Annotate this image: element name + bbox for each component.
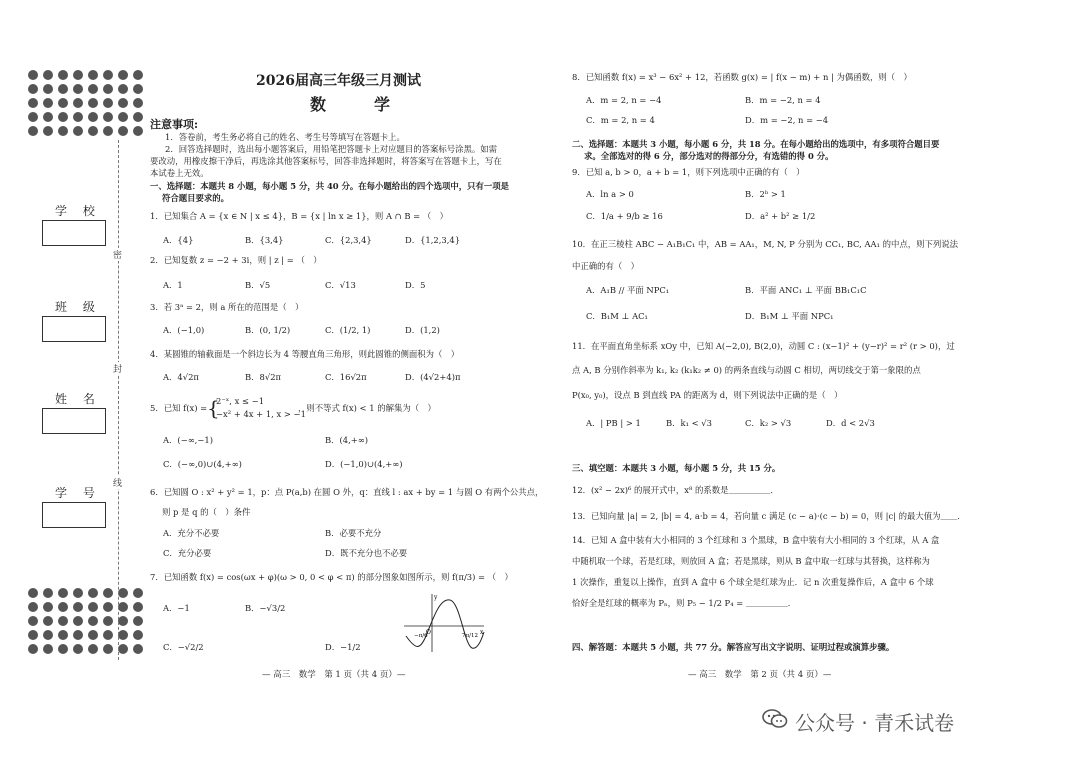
- watermark-text: 公众号 · 青禾试卷: [795, 711, 955, 735]
- q6-option-c[interactable]: C．充分必要: [163, 548, 212, 558]
- section-2-heading: 二、选择题：本题共 3 小题，每小题 6 分，共 18 分。在每小题给出的选项中，有多项符合题目要: [572, 139, 940, 149]
- question-11-stem-cont: P(x₀, y₀)，设点 B 到直线 PA 的距离为 d，则下列说法中正确的是（ ）: [572, 390, 843, 400]
- seal-char-feng: 封: [113, 362, 122, 375]
- margin-dot: [103, 602, 113, 612]
- margin-dot: [73, 630, 83, 640]
- name-field[interactable]: [42, 408, 106, 434]
- margin-dot: [58, 84, 68, 94]
- name-label: 姓 名: [55, 392, 101, 406]
- q11-option-a[interactable]: A．| PB | > 1: [586, 418, 641, 428]
- margin-dot: [88, 644, 98, 654]
- margin-dot: [58, 616, 68, 626]
- question-11-stem-cont: 点 A, B 分别作斜率为 k₁, k₂ (k₁k₂ ≠ 0) 的两条直线与动圆 C 相切，两切线交于第一象限的点: [572, 365, 921, 375]
- class-field[interactable]: [42, 316, 106, 342]
- graph-x-label: x: [480, 629, 484, 636]
- section-2-heading-cont: 求。全部选对的得 6 分，部分选对的得部分分，有选错的得 0 分。: [584, 151, 834, 161]
- q3-option-d[interactable]: D．(1,2): [405, 325, 440, 335]
- margin-dot: [28, 630, 38, 640]
- q2-option-a[interactable]: A．1: [163, 280, 183, 290]
- q9-option-b[interactable]: B．2ᵇ > 1: [745, 189, 786, 199]
- margin-dot: [43, 112, 53, 122]
- section-1-heading-cont: 符合题目要求的。: [162, 193, 229, 203]
- q2-option-b[interactable]: B．√5: [245, 280, 271, 290]
- margin-dot: [88, 602, 98, 612]
- margin-dot: [118, 70, 128, 80]
- margin-dot: [103, 126, 113, 136]
- q9-option-c[interactable]: C．1/a + 9/b ≥ 16: [586, 211, 663, 221]
- q1-option-a[interactable]: A．{4}: [163, 235, 194, 245]
- notice-line: 本试卷上无效。: [150, 168, 209, 178]
- margin-dot: [118, 602, 128, 612]
- margin-dot: [118, 112, 128, 122]
- margin-dot: [133, 112, 143, 122]
- graph-origin-label: O: [426, 629, 431, 636]
- q2-option-c[interactable]: C．√13: [325, 280, 356, 290]
- q3-option-a[interactable]: A．(−1,0): [163, 325, 205, 335]
- margin-dot: [118, 126, 128, 136]
- q9-option-d[interactable]: D．a² + b² ≥ 1/2: [745, 211, 816, 221]
- question-10-stem-cont: 中正确的有（ ）: [572, 261, 639, 271]
- margin-dot: [103, 98, 113, 108]
- q10-option-a[interactable]: A．A₁B // 平面 NPC₁: [586, 285, 670, 295]
- margin-dot: [73, 70, 83, 80]
- bottom-dot-pattern: [28, 588, 143, 654]
- question-1-stem: 1．已知集合 A = {x ∈ N | x ≤ 4}，B = {x | ln x ≥ 1}，则 A ∩ B = （ ）: [150, 211, 448, 221]
- margin-dot: [103, 84, 113, 94]
- margin-dot: [28, 98, 38, 108]
- graph-y-label: y: [434, 594, 438, 601]
- margin-dot: [133, 126, 143, 136]
- q7-option-c[interactable]: C．−√2/2: [163, 642, 204, 652]
- question-4-stem: 4．某圆锥的轴截面是一个斜边长为 4 等腰直角三角形，则此圆锥的侧面积为（ ）: [150, 349, 460, 359]
- q4-option-d[interactable]: D．(4√2+4)π: [405, 372, 461, 382]
- margin-dot: [28, 602, 38, 612]
- margin-dot: [43, 98, 53, 108]
- question-10-stem: 10．在正三棱柱 ABC − A₁B₁C₁ 中，AB = AA₁，M, N, P 分别为 CC₁, BC, AA₁ 的中点，则下列说法: [572, 239, 958, 249]
- seal-char-xian: 线: [113, 476, 122, 489]
- page-1-footer: — 高三 数学 第 1 页（共 4 页）—: [262, 670, 406, 680]
- q6-option-d[interactable]: D．既不充分也不必要: [325, 548, 408, 558]
- margin-dot: [58, 70, 68, 80]
- question-13: 13．已知向量 |a| = 2, |b| = 4, a·b = 4，若向量 c 满足 (c − a)·(c − b) = 0，则 |c| 的最大值为＿＿．: [572, 511, 966, 521]
- margin-dot: [58, 630, 68, 640]
- margin-dot: [58, 112, 68, 122]
- margin-dot: [43, 616, 53, 626]
- margin-dot: [43, 70, 53, 80]
- q5-option-c[interactable]: C．(−∞,0)∪(4,+∞): [163, 459, 242, 469]
- margin-dot: [43, 126, 53, 136]
- margin-dot: [28, 644, 38, 654]
- question-9-stem: 9．已知 a, b > 0，a + b = 1，则下列选项中正确的有（ ）: [572, 167, 805, 177]
- margin-dot: [58, 126, 68, 136]
- margin-dot: [88, 630, 98, 640]
- margin-dot: [28, 588, 38, 598]
- margin-dot: [133, 644, 143, 654]
- question-12: 12．(x² − 2x)⁶ 的展开式中，x⁸ 的系数是＿＿＿＿＿．: [572, 485, 779, 495]
- margin-dot: [88, 70, 98, 80]
- margin-dot: [103, 70, 113, 80]
- question-14-line-2: 中随机取一个球，若是红球，则放回 A 盒；若是黑球，则从 B 盒中取一红球与其替换，这样称为: [572, 556, 930, 566]
- margin-dot: [73, 112, 83, 122]
- seal-dashed-line: [118, 140, 119, 660]
- q11-option-b[interactable]: B．k₁ < √3: [666, 418, 712, 428]
- q10-option-d[interactable]: D．B₁M ⊥ 平面 NPC₁: [745, 311, 834, 321]
- margin-dot: [118, 616, 128, 626]
- margin-dot: [43, 602, 53, 612]
- margin-dot: [73, 126, 83, 136]
- margin-dot: [73, 98, 83, 108]
- margin-dot: [133, 98, 143, 108]
- notice-line: 要改动，用橡皮擦干净后，再选涂其他答案标号，回答非选择题时，将答案写在答题卡上，写在: [150, 156, 502, 166]
- q3-option-c[interactable]: C．(1/2, 1): [325, 325, 371, 335]
- question-2-stem: 2．已知复数 z = −2 + 3i，则 | z | = （ ）: [150, 255, 322, 265]
- q1-option-c[interactable]: C．{2,3,4}: [325, 235, 372, 245]
- margin-dot: [133, 84, 143, 94]
- wechat-icon: [762, 709, 788, 729]
- q5-option-d[interactable]: D．(−1,0)∪(4,+∞): [325, 459, 403, 469]
- question-7-stem: 7．已知函数 f(x) = cos(ωx + φ)(ω > 0, 0 < φ < π) 的部分图象如图所示，则 f(π/3) = （ ）: [150, 572, 513, 582]
- cosine-graph-figure: [402, 592, 486, 656]
- q1-option-d[interactable]: D．{1,2,3,4}: [405, 235, 461, 245]
- margin-dot: [88, 112, 98, 122]
- section-3-heading: 三、填空题：本题共 3 小题，每小题 5 分，共 15 分。: [572, 463, 781, 473]
- margin-dot: [43, 588, 53, 598]
- q7-option-b[interactable]: B．−√3/2: [245, 603, 286, 613]
- margin-dot: [43, 630, 53, 640]
- margin-dot: [88, 588, 98, 598]
- margin-dot: [58, 644, 68, 654]
- margin-dot: [43, 84, 53, 94]
- margin-dot: [28, 84, 38, 94]
- question-6-stem: 6．已知圆 O : x² + y² = 1，p：点 P(a,b) 在圆 O 外，q：直线 l : ax + by = 1 与圆 O 有两个公共点，: [150, 487, 544, 497]
- graph-tick-left: −π/6: [414, 633, 428, 639]
- margin-dot: [118, 588, 128, 598]
- q4-option-b[interactable]: B．8√2π: [245, 372, 282, 382]
- margin-dot: [88, 616, 98, 626]
- margin-dot: [118, 84, 128, 94]
- margin-dot: [103, 616, 113, 626]
- margin-dot: [133, 616, 143, 626]
- q2-option-d[interactable]: D．5: [405, 280, 426, 290]
- question-14-line-1: 14．已知 A 盒中装有大小相同的 3 个红球和 3 个黑球，B 盒中装有大小相同的 3 个红球，从 A 盒: [572, 535, 940, 545]
- section-1-heading: 一、选择题：本题共 8 小题，每小题 5 分，共 40 分。在每小题给出的四个选项中，只有一项是: [150, 181, 510, 191]
- top-dot-pattern: [28, 70, 143, 136]
- q8-option-c[interactable]: C．m = 2, n = 4: [586, 115, 655, 125]
- margin-dot: [88, 84, 98, 94]
- margin-dot: [43, 644, 53, 654]
- margin-dot: [103, 644, 113, 654]
- school-label: 学 校: [55, 204, 101, 218]
- margin-dot: [58, 588, 68, 598]
- piecewise-brace: {: [207, 396, 220, 420]
- q10-option-b[interactable]: B．平面 ANC₁ ⊥ 平面 BB₁C₁C: [745, 285, 867, 295]
- class-label: 班 级: [55, 300, 101, 314]
- seal-char-mi: 密: [113, 248, 122, 261]
- subject-title: 数 学: [310, 95, 407, 114]
- notice-line: 1．答卷前，考生务必将自己的姓名、考生号等填写在答题卡上。: [165, 132, 405, 142]
- margin-dot: [28, 126, 38, 136]
- q5-option-a[interactable]: A．(−∞,−1): [163, 435, 213, 445]
- margin-dot: [103, 630, 113, 640]
- q4-option-c[interactable]: C．16√2π: [325, 372, 367, 382]
- margin-dot: [133, 602, 143, 612]
- question-3-stem: 3．若 3ᵃ = 2，则 a 所在的范围是（ ）: [150, 302, 304, 312]
- question-5-stem-pre: 5．已知 f(x) =: [150, 403, 208, 413]
- question-14-line-4: 恰好全是红球的概率为 Pₙ，则 P₅ − 1/2 P₄ = ＿＿＿＿＿．: [572, 598, 797, 608]
- margin-dot: [73, 616, 83, 626]
- margin-dot: [103, 112, 113, 122]
- q6-option-a[interactable]: A．充分不必要: [163, 528, 220, 538]
- question-11-stem: 11．在平面直角坐标系 xOy 中，已知 A(−2,0), B(2,0)，动圆 C : (x−1)² + (y−r)² = r² (r > 0)，过: [572, 341, 955, 351]
- q8-option-d[interactable]: D．m = −2, n = −4: [745, 115, 829, 125]
- student-id-field[interactable]: [42, 502, 106, 528]
- school-field[interactable]: [42, 220, 106, 246]
- margin-dot: [103, 588, 113, 598]
- question-6-stem-cont: 则 p 是 q 的（ ）条件: [162, 507, 251, 517]
- question-5-stem-post: ，则不等式 f(x) < 1 的解集为（ ）: [298, 403, 436, 413]
- margin-dot: [118, 98, 128, 108]
- section-4-heading: 四、解答题：本题共 5 小题，共 77 分。解答应写出文字说明、证明过程或演算步骤。: [572, 642, 895, 652]
- q11-option-c[interactable]: C．k₂ > √3: [745, 418, 792, 428]
- question-14-line-3: 1 次操作，重复以上操作，直到 A 盒中 6 个球全是红球为止．记 n 次重复操作后，A 盒中 6 个球: [572, 577, 934, 587]
- q3-option-b[interactable]: B．(0, 1/2): [245, 325, 291, 335]
- margin-dot: [28, 616, 38, 626]
- q8-option-b[interactable]: B．m = −2, n = 4: [745, 95, 821, 105]
- page-2-footer: — 高三 数学 第 2 页（共 4 页）—: [688, 670, 832, 680]
- q7-option-a[interactable]: A．−1: [163, 603, 190, 613]
- exam-title: 2026届高三年级三月测试: [256, 73, 421, 89]
- student-id-label: 学 号: [55, 486, 101, 500]
- q10-option-c[interactable]: C．B₁M ⊥ AC₁: [586, 311, 648, 321]
- cosine-curve: [406, 600, 484, 648]
- q6-option-b[interactable]: B．必要不充分: [325, 528, 382, 538]
- margin-dot: [118, 630, 128, 640]
- q7-option-d[interactable]: D．−1/2: [325, 642, 361, 652]
- question-8-stem: 8．已知函数 f(x) = x³ − 6x² + 12，若函数 g(x) = | f(x − m) + n | 为偶函数，则（ ）: [572, 72, 912, 82]
- q5-option-b[interactable]: B．(4,+∞): [325, 435, 369, 445]
- margin-dot: [73, 588, 83, 598]
- margin-dot: [73, 602, 83, 612]
- notice-heading: 注意事项:: [150, 118, 199, 131]
- margin-dot: [28, 70, 38, 80]
- piecewise-case-2: −x² + 4x + 1, x > −1: [216, 409, 306, 419]
- margin-dot: [28, 112, 38, 122]
- margin-dot: [58, 602, 68, 612]
- margin-dot: [88, 98, 98, 108]
- margin-dot: [88, 126, 98, 136]
- piecewise-case-1: 2⁻ˣ, x ≤ −1: [216, 396, 265, 406]
- q8-option-a[interactable]: A．m = 2, n = −4: [586, 95, 662, 105]
- margin-dot: [133, 588, 143, 598]
- margin-dot: [133, 70, 143, 80]
- margin-dot: [118, 644, 128, 654]
- q1-option-b[interactable]: B．{3,4}: [245, 235, 284, 245]
- margin-dot: [58, 98, 68, 108]
- q9-option-a[interactable]: A．ln a > 0: [586, 189, 634, 199]
- graph-tick-right: 7π/12: [462, 633, 478, 639]
- margin-dot: [133, 630, 143, 640]
- q4-option-a[interactable]: A．4√2π: [163, 372, 199, 382]
- margin-dot: [73, 84, 83, 94]
- margin-dot: [73, 644, 83, 654]
- q11-option-d[interactable]: D．d < 2√3: [826, 418, 875, 428]
- notice-line: 2．回答选择题时，选出每小题答案后，用铅笔把答题卡上对应题目的答案标号涂黑。如需: [165, 144, 497, 154]
